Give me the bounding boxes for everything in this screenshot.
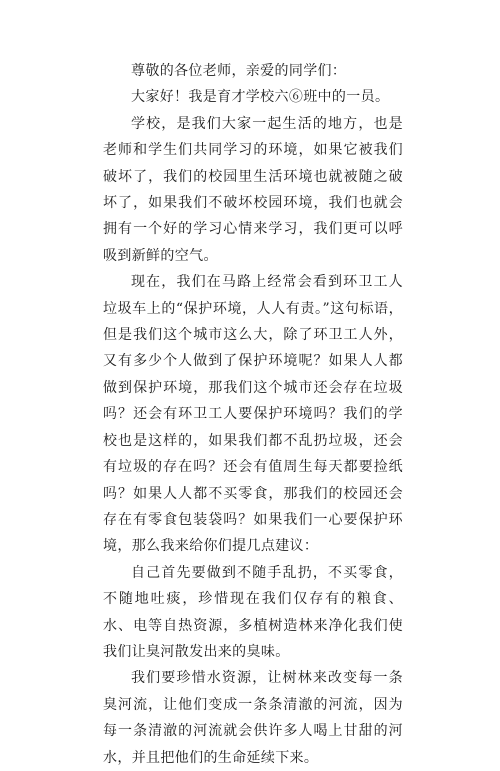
school-environment-paragraph: 学校，是我们大家一起生活的地方，也是老师和学生们共同学习的环境，如果它被我们破坏了，我们的校园里生活环境也就被随之破坏了，如果我们不破坏校园环境，我们也就会拥有一个好的学习心情来学习，我们更可以呼吸到新鲜的空气。 bbox=[103, 115, 403, 264]
salutation: 尊敬的各位老师，亲爱的同学们： bbox=[131, 63, 347, 79]
suggestion-paragraph-2: 我们要珍惜水资源，让树林来改变每一条臭河流，让他们变成一条条清澈的河流，因为每一条清澈的河流就会供许多人喝上甘甜的河水，并且把他们的生命延续下来。 bbox=[103, 670, 403, 766]
suggestion-paragraph-1: 自己首先要做到不随手乱扔，不买零食，不随地吐痰，珍惜现在我们仅存有的粮食、水、电等自热资源，多植树造林来净化我们使我们让臭河散发出来的臭味。 bbox=[103, 564, 403, 660]
document-body bbox=[103, 58, 403, 771]
greeting-paragraph: 大家好！我是育才学校六⑥班中的一员。 bbox=[131, 89, 390, 106]
city-environment-paragraph: 现在，我们在马路上经常会看到环卫工人垃圾车上的“保护环境，人人有责。”这句标语，但是我们这个城市这么大，除了环卫工人外，又有多少个人做到了保护环境呢？如果人人都做到保护环境，那我们这个城市还会存在垃圾吗？还会有环卫工人要保护环境吗？我们的学校也是这样的，如果我们都不乱扔垃圾，还会有垃圾的存在吗？还会有值周生每天都要捡纸吗？如果人人都不买零食，那我们的校园还会存在有零食包装袋吗？如果我们一心要保护环境，那么我来给你们提几点建议： bbox=[103, 274, 403, 555]
